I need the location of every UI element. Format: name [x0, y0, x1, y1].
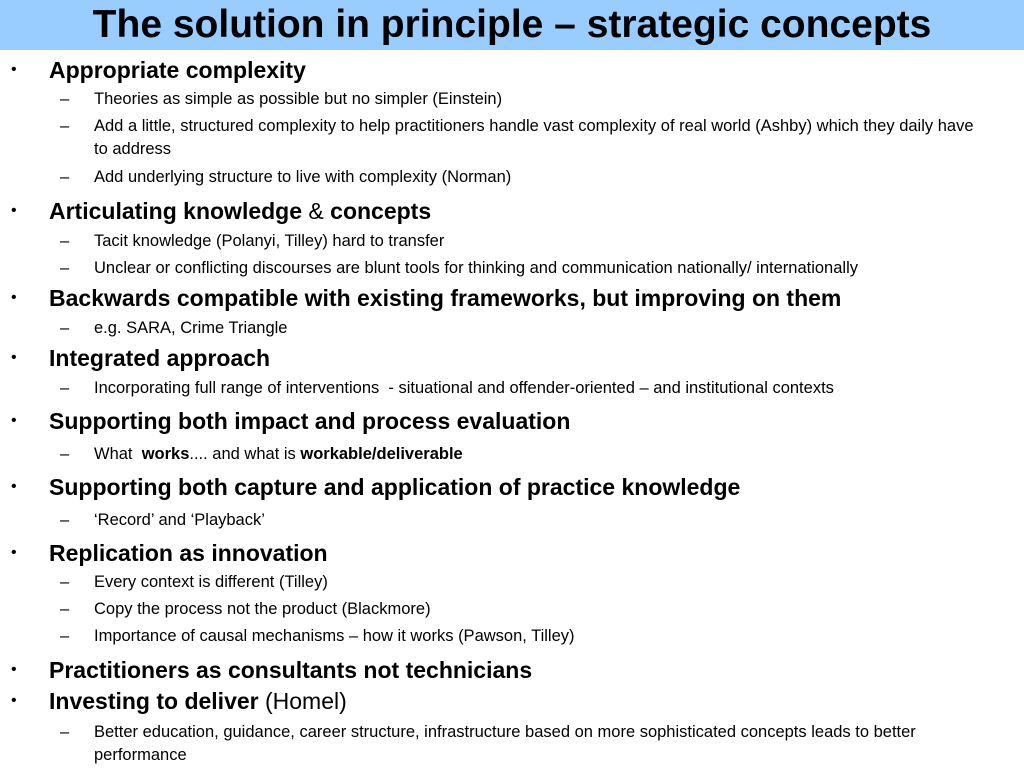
- text-part-bold: works: [141, 445, 190, 463]
- bullet-dot: •: [11, 661, 17, 678]
- bullet-heading: Supporting both capture and application of practice knowledge: [49, 474, 741, 500]
- sub-bullet-dash: –: [60, 319, 70, 337]
- text-part-bold: workable: [300, 445, 372, 463]
- bullet-dot: •: [11, 289, 17, 306]
- bullet-dot: •: [11, 478, 17, 495]
- sub-bullet-dash: –: [60, 232, 70, 250]
- bullet-heading-suffix: (Homel): [258, 688, 347, 714]
- sub-bullet-text: e.g. SARA, Crime Triangle: [94, 319, 288, 337]
- bullet-heading-part: Investing to deliver: [49, 688, 259, 714]
- sub-bullet-text: Theories as simple as possible but no simpler (Einstein): [94, 90, 503, 108]
- bullet-dot: •: [11, 692, 17, 709]
- sub-bullet-text: [94, 443, 1014, 466]
- bullet-heading-part: concepts: [330, 198, 432, 224]
- sub-bullet-dash: –: [60, 600, 70, 618]
- sub-bullet-text: Tacit knowledge (Polanyi, Tilley) hard to transfer: [94, 232, 445, 250]
- text-part: What: [94, 445, 138, 463]
- sub-bullet-text: Better education, guidance, career structure, infrastructure based on more sophisticated concepts leads to better performance: [94, 723, 916, 764]
- text-part-bold: /: [371, 445, 377, 463]
- sub-bullet-dash: –: [60, 379, 70, 397]
- bullet-heading-part: Articulating knowledge: [49, 198, 303, 224]
- bullet-heading: Replication as innovation: [49, 540, 328, 566]
- sub-bullet-dash: –: [60, 573, 70, 591]
- bullet-heading: Backwards compatible with existing frameworks, but improving on them: [49, 285, 842, 311]
- bullet-heading: [49, 198, 431, 224]
- sub-bullet-text: Importance of causal mechanisms – how it works (Pawson, Tilley): [94, 627, 575, 645]
- bullet-heading: Supporting both impact and process evaluation: [49, 408, 571, 434]
- sub-bullet-text: Unclear or conflicting discourses are blunt tools for thinking and communication nationally/ internationally: [94, 259, 858, 277]
- bullet-heading: [49, 688, 347, 714]
- sub-bullet-dash: –: [60, 168, 70, 186]
- sub-bullet-text: Incorporating full range of interventions - situational and offender-oriented – and institutional contexts: [94, 379, 834, 397]
- bullet-dot: •: [11, 412, 17, 429]
- bullet-dot: •: [11, 202, 17, 219]
- bullet-heading: Appropriate complexity: [49, 57, 306, 83]
- bullet-heading: Practitioners as consultants not technicians: [49, 657, 533, 683]
- bullet-dot: •: [11, 61, 17, 78]
- slide-title: The solution in principle – strategic concepts: [92, 3, 932, 46]
- sub-bullet-dash: –: [60, 117, 70, 135]
- sub-bullet-dash: –: [60, 627, 70, 645]
- bullet-dot: •: [11, 349, 17, 366]
- bullet-dot: •: [11, 544, 17, 561]
- sub-bullet-dash: –: [60, 511, 70, 529]
- text-part: .... and what is: [189, 445, 301, 463]
- sub-bullet-text: Add underlying structure to live with complexity (Norman): [94, 168, 512, 186]
- sub-bullet-text: Copy the process not the product (Blackmore): [94, 600, 431, 618]
- sub-bullet-dash: –: [60, 259, 70, 277]
- bullet-heading: Integrated approach: [49, 345, 271, 371]
- sub-bullet-dash: –: [60, 445, 70, 463]
- sub-bullet-text: Add a little, structured complexity to help practitioners handle vast complexity of real world (Ashby) which they daily have to address: [94, 117, 974, 158]
- text-part-bold: deliverable: [376, 445, 463, 463]
- sub-bullet-text: ‘Record’ and ‘Playback’: [94, 511, 265, 529]
- sub-bullet-text: Every context is different (Tilley): [94, 573, 328, 591]
- sub-bullet-dash: –: [60, 723, 70, 741]
- ampersand: &: [302, 198, 331, 224]
- sub-bullet-dash: –: [60, 90, 70, 108]
